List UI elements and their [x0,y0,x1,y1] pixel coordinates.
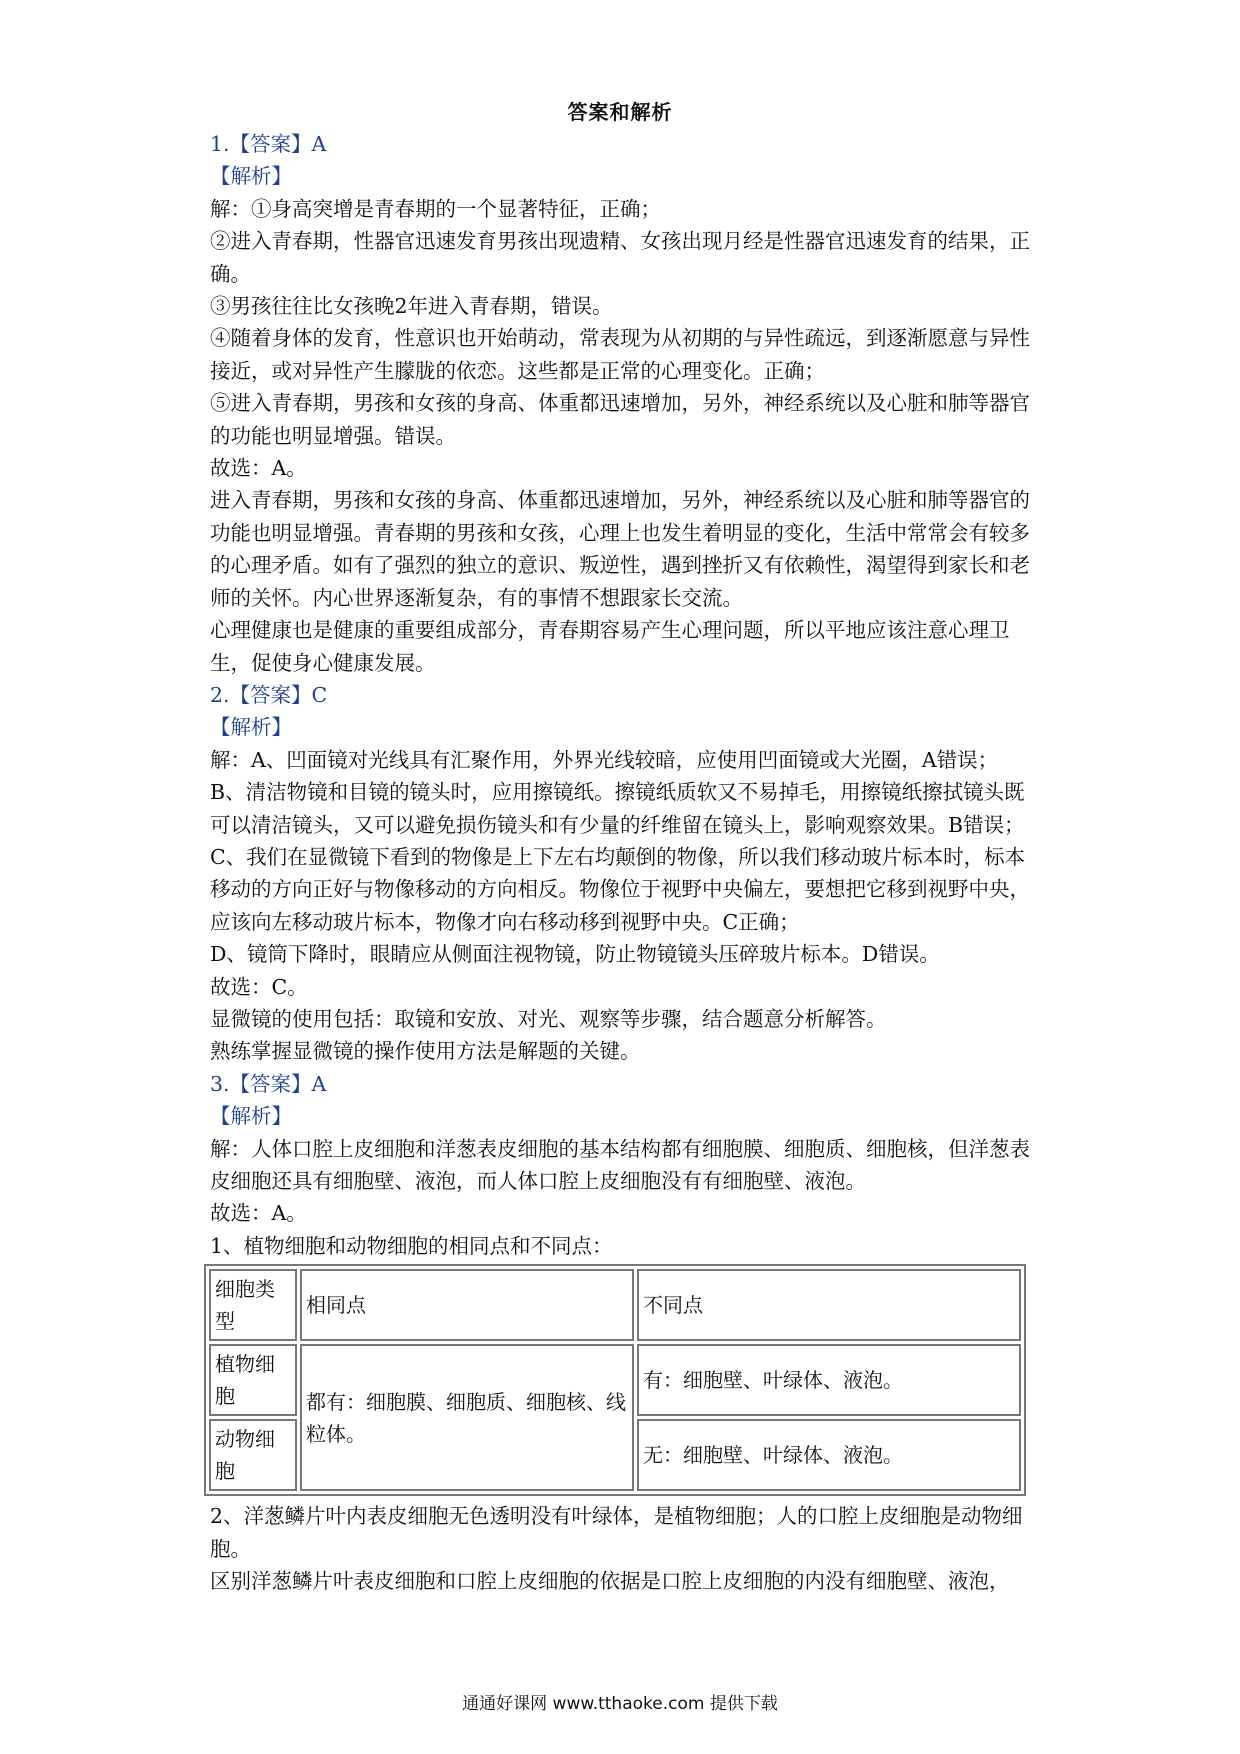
q3-after-line: 区别洋葱鳞片叶表皮细胞和口腔上皮细胞的依据是口腔上皮细胞的内没有细胞壁、液泡， [210,1569,1010,1594]
q1-answer: 1.【答案】A [210,132,327,156]
q1-line: 进入青春期，男孩和女孩的身高、体重都迅速增加，另外，神经系统以及心脏和肺等器官的功能也明显增强。青春期的男孩和女孩，心理上也发生着明显的变化，生活中常常会有较多的心理矛盾。如有了强烈的独立的意识、叛逆性，遇到挫折又有依赖性，渴望得到家长和老师的关怀。内心世界逐渐复杂，有的事情不想跟家长交流。 [210,488,1030,610]
q2-answer: 2.【答案】C [210,682,328,707]
q2-line: 解：A、凹面镜对光线具有汇聚作用，外界光线较暗，应使用凹面镜或大光圈，A错误； [210,747,999,772]
row-label-plant: 植物细胞 [209,1344,297,1416]
q1-line: ②进入青春期，性器官迅速发育男孩出现遗精、女孩出现月经是性器官迅速发育的结果，正确。 [210,229,1030,286]
q2-line: 显微镜的使用包括：取镜和安放、对光、观察等步骤，结合题意分析解答。 [210,1006,887,1031]
q1-line: ⑤进入青春期，男孩和女孩的身高、体重都迅速增加，另外，神经系统以及心脏和肺等器官的功能也明显增强。错误。 [210,391,1030,448]
q1-analysis-label: 【解析】 [210,164,292,189]
header-cell-same: 相同点 [300,1269,634,1341]
cell-animal-diff: 无：细胞壁、叶绿体、液泡。 [637,1419,1021,1491]
q1-line: ③男孩往往比女孩晚2年进入青春期，错误。 [210,294,613,319]
q2-line: D、镜筒下降时，眼睛应从侧面注视物镜，防止物镜镜头压碎玻片标本。D错误。 [210,942,940,967]
table-row [209,1344,1021,1416]
cell-plant-diff: 有：细胞壁、叶绿体、液泡。 [637,1344,1021,1416]
cell-comparison-table [204,1264,1026,1496]
row-label-animal: 动物细胞 [209,1419,297,1491]
q1-line: ④随着身体的发育，性意识也开始萌动，常表现为从初期的与异性疏远，到逐渐愿意与异性接近，或对异性产生朦胧的依恋。这些都是正常的心理变化。正确； [210,326,1030,383]
q2-line: 故选：C。 [210,974,308,999]
q1-line: 故选：A。 [210,456,307,481]
page-footer: 通通好课网 www.tthaoke.com 提供下载 [462,1694,778,1714]
q3-line: 1、植物细胞和动物细胞的相同点和不同点： [210,1233,613,1258]
q3-after-line: 2、洋葱鳞片叶内表皮细胞无色透明没有叶绿体，是植物细胞；人的口腔上皮细胞是动物细胞。 [210,1504,1023,1561]
q3-line: 故选：A。 [210,1201,307,1226]
q2-line: 熟练掌握显微镜的操作使用方法是解题的关键。 [210,1039,641,1064]
table-row [209,1269,1021,1341]
header-cell-diff: 不同点 [637,1269,1021,1341]
q2-analysis-label: 【解析】 [210,715,292,740]
cell-same-content: 都有：细胞膜、细胞质、细胞核、线粒体。 [300,1344,634,1491]
q2-line: C、我们在显微镜下看到的物像是上下左右均颠倒的物像，所以我们移动玻片标本时，标本移动的方向正好与物像移动的方向相反。物像位于视野中央偏左，要想把它移到视野中央，应该向左移动玻片标本，物像才向右移动移到视野中央。C正确； [210,844,1030,934]
answers-body [210,128,1040,1597]
q1-line: 心理健康也是健康的重要组成部分，青春期容易产生心理问题，所以平地应该注意心理卫生，促使身心健康发展。 [210,618,1010,675]
q1-line: 解：①身高突增是青春期的一个显著特征，正确； [210,196,661,221]
q3-answer: 3.【答案】A [210,1071,327,1096]
q3-line: 解：人体口腔上皮细胞和洋葱表皮细胞的基本结构都有细胞膜、细胞质、细胞核，但洋葱表皮细胞还具有细胞壁、液泡，而人体口腔上皮细胞没有有细胞壁、液泡。 [210,1136,1030,1193]
q3-analysis-label: 【解析】 [210,1104,292,1129]
header-cell-type: 细胞类型 [209,1269,297,1341]
page-title: 答案和解析 [567,100,673,124]
q2-line: B、清洁物镜和目镜的镜头时，应用擦镜纸。擦镜纸质软又不易掉毛，用擦镜纸擦拭镜头既可以清洁镜头，又可以避免损伤镜头和有少量的纤维留在镜头上，影响观察效果。B错误； [210,780,1025,837]
